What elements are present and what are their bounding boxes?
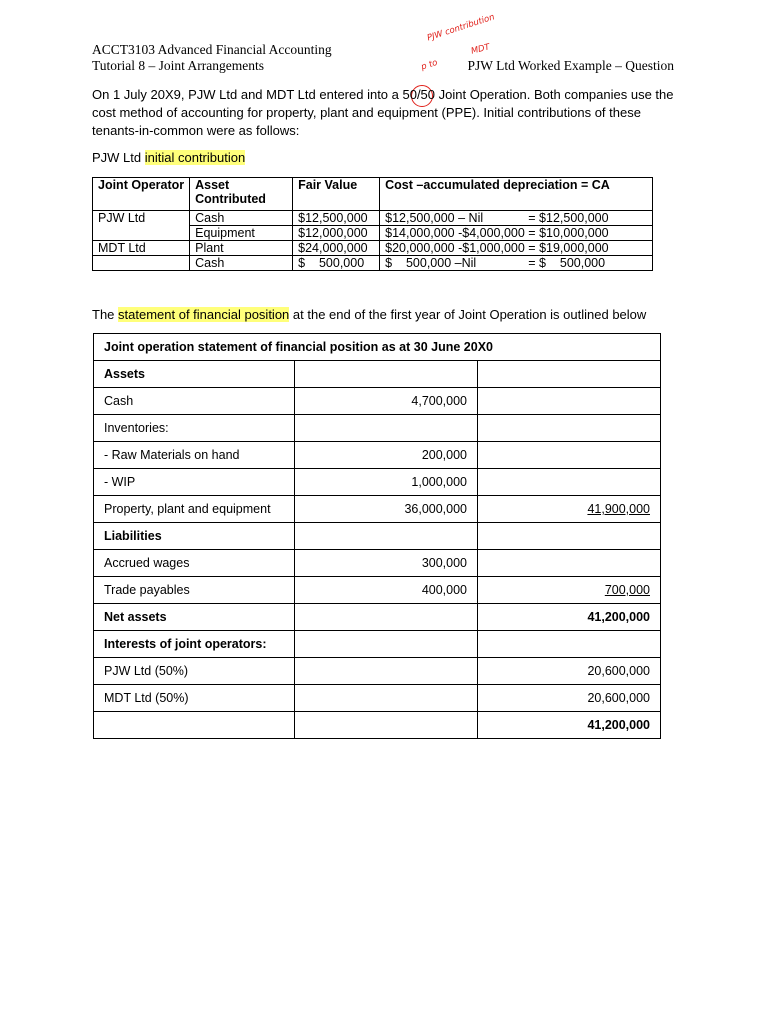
cell-cost: $ 500,000 –Nil = $ 500,000 [380, 256, 653, 271]
cell-label [94, 631, 295, 658]
table-row [93, 211, 653, 226]
contribution-label-prefix: PJW Ltd [92, 150, 145, 165]
cell-cost: $14,000,000 -$4,000,000 = $10,000,000 [380, 226, 653, 241]
annotation-line1: PJW contribution [426, 12, 496, 44]
cell-amount [295, 685, 478, 712]
cell-label [94, 496, 295, 523]
sofp-intro-highlight: statement of financial position [118, 307, 290, 322]
cell-total [478, 604, 661, 631]
cell-amount [295, 658, 478, 685]
cell-label [94, 712, 295, 739]
table-row [94, 442, 661, 469]
cell-label-text: Liabilities [104, 529, 162, 543]
table-row [94, 550, 661, 577]
cell-label [94, 604, 295, 631]
cell-total-text: 20,600,000 [587, 691, 650, 705]
cell-label-text: Net assets [104, 610, 167, 624]
cell-label-text: MDT Ltd (50%) [104, 691, 189, 705]
cell-label [94, 577, 295, 604]
cell-total-text: 41,200,000 [587, 718, 650, 732]
table-row [94, 415, 661, 442]
cell-total-text: 700,000 [604, 583, 650, 597]
cell-amount-text: 300,000 [421, 556, 467, 570]
cell-label [94, 442, 295, 469]
cell-amount [295, 496, 478, 523]
cell-operator [93, 226, 190, 241]
cell-total [478, 388, 661, 415]
example-title: PJW Ltd Worked Example – Question [467, 58, 674, 73]
table-row [94, 523, 661, 550]
cell-operator: MDT Ltd [93, 241, 190, 256]
cell-label-text: Property, plant and equipment [104, 502, 271, 516]
cell-amount-text: 400,000 [421, 583, 467, 597]
cell-label [94, 361, 295, 388]
cell-total-text: 20,600,000 [587, 664, 650, 678]
cell-amount [295, 550, 478, 577]
cell-asset: Plant [190, 241, 293, 256]
cell-label-text: - WIP [104, 475, 136, 489]
table-row [94, 631, 661, 658]
cell-label [94, 550, 295, 577]
cell-label-text: Accrued wages [104, 556, 190, 570]
contributions-table [92, 177, 653, 271]
cell-label-text: PJW Ltd (50%) [104, 664, 189, 678]
cell-total [478, 523, 661, 550]
cell-amount-text: 200,000 [421, 448, 467, 462]
cell-cost: $20,000,000 -$1,000,000 = $19,000,000 [380, 241, 653, 256]
cell-amount-text: 36,000,000 [404, 502, 467, 516]
cell-label [94, 469, 295, 496]
cell-total [478, 577, 661, 604]
table-row [94, 469, 661, 496]
tutorial-title: Tutorial 8 – Joint Arrangements [92, 58, 264, 73]
cell-label [94, 685, 295, 712]
sofp-intro-suffix: at the end of the first year of Joint Operation is outlined below [289, 307, 647, 322]
cell-total [478, 442, 661, 469]
table-row [94, 577, 661, 604]
table-row [94, 496, 661, 523]
cell-amount-text: 4,700,000 [411, 394, 467, 408]
cell-label [94, 415, 295, 442]
annotation-line3: p to [420, 57, 439, 73]
table-row [93, 241, 653, 256]
cell-amount [295, 577, 478, 604]
cell-operator: PJW Ltd [93, 211, 190, 226]
col-header-asset: Asset Contributed [190, 178, 293, 211]
cell-operator [93, 256, 190, 271]
table-row [94, 712, 661, 739]
cell-total [478, 631, 661, 658]
cell-label [94, 388, 295, 415]
sofp-table [93, 333, 661, 739]
table-row [94, 361, 661, 388]
cell-amount [295, 415, 478, 442]
cell-total-text: 41,200,000 [587, 610, 650, 624]
cell-amount [295, 442, 478, 469]
cell-fair-value: $12,500,000 [293, 211, 380, 226]
cell-total [478, 712, 661, 739]
cell-label-text: Interests of joint operators: [104, 637, 267, 651]
cell-total [478, 469, 661, 496]
cell-amount [295, 388, 478, 415]
cell-total [478, 415, 661, 442]
cell-fair-value: $12,000,000 [293, 226, 380, 241]
table-row [94, 604, 661, 631]
cell-total [478, 361, 661, 388]
cell-fair-value: $ 500,000 [293, 256, 380, 271]
cell-cost: $12,500,000 – Nil = $12,500,000 [380, 211, 653, 226]
cell-label-text: Cash [104, 394, 134, 408]
table-row [93, 226, 653, 241]
col-header-operator: Joint Operator [93, 178, 190, 211]
annotation-line2: MDT [470, 42, 491, 57]
cell-asset: Equipment [190, 226, 293, 241]
sofp-intro-prefix: The [92, 307, 119, 322]
table-row [93, 256, 653, 271]
cell-label-text: Assets [104, 367, 145, 381]
cell-amount [295, 523, 478, 550]
sofp-intro [92, 306, 682, 324]
table-row [94, 685, 661, 712]
cell-amount [295, 361, 478, 388]
cell-amount [295, 604, 478, 631]
cell-total-text: 41,900,000 [587, 502, 650, 516]
table-row [94, 658, 661, 685]
col-header-fair-value: Fair Value [293, 178, 380, 211]
cell-total [478, 685, 661, 712]
table-row [94, 388, 661, 415]
cell-amount-text: 1,000,000 [411, 475, 467, 489]
cell-label [94, 658, 295, 685]
contribution-label-highlight: initial contribution [144, 150, 246, 165]
cell-amount [295, 712, 478, 739]
cell-asset: Cash [190, 211, 293, 226]
cell-label-text: Inventories: [104, 421, 169, 435]
sofp-title: Joint operation statement of financial position as at 30 June 20X0 [94, 334, 661, 361]
cell-label [94, 523, 295, 550]
cell-total [478, 496, 661, 523]
intro-paragraph: On 1 July 20X9, PJW Ltd and MDT Ltd entered into a 50/50 Joint Operation. Both companies use the cost method of accounting for property, plant and equipment (PPE). Initial contributions of these tenants-in-common were as follows: [92, 87, 674, 138]
cell-amount [295, 631, 478, 658]
col-header-cost: Cost –accumulated depreciation = CA [380, 178, 653, 211]
cell-total [478, 658, 661, 685]
cell-asset: Cash [190, 256, 293, 271]
cell-fair-value: $24,000,000 [293, 241, 380, 256]
cell-label-text: Trade payables [104, 583, 190, 597]
course-title: ACCT3103 Advanced Financial Accounting [92, 42, 332, 57]
cell-label-text: - Raw Materials on hand [104, 448, 240, 462]
cell-total [478, 550, 661, 577]
cell-amount [295, 469, 478, 496]
contribution-label [92, 149, 682, 167]
